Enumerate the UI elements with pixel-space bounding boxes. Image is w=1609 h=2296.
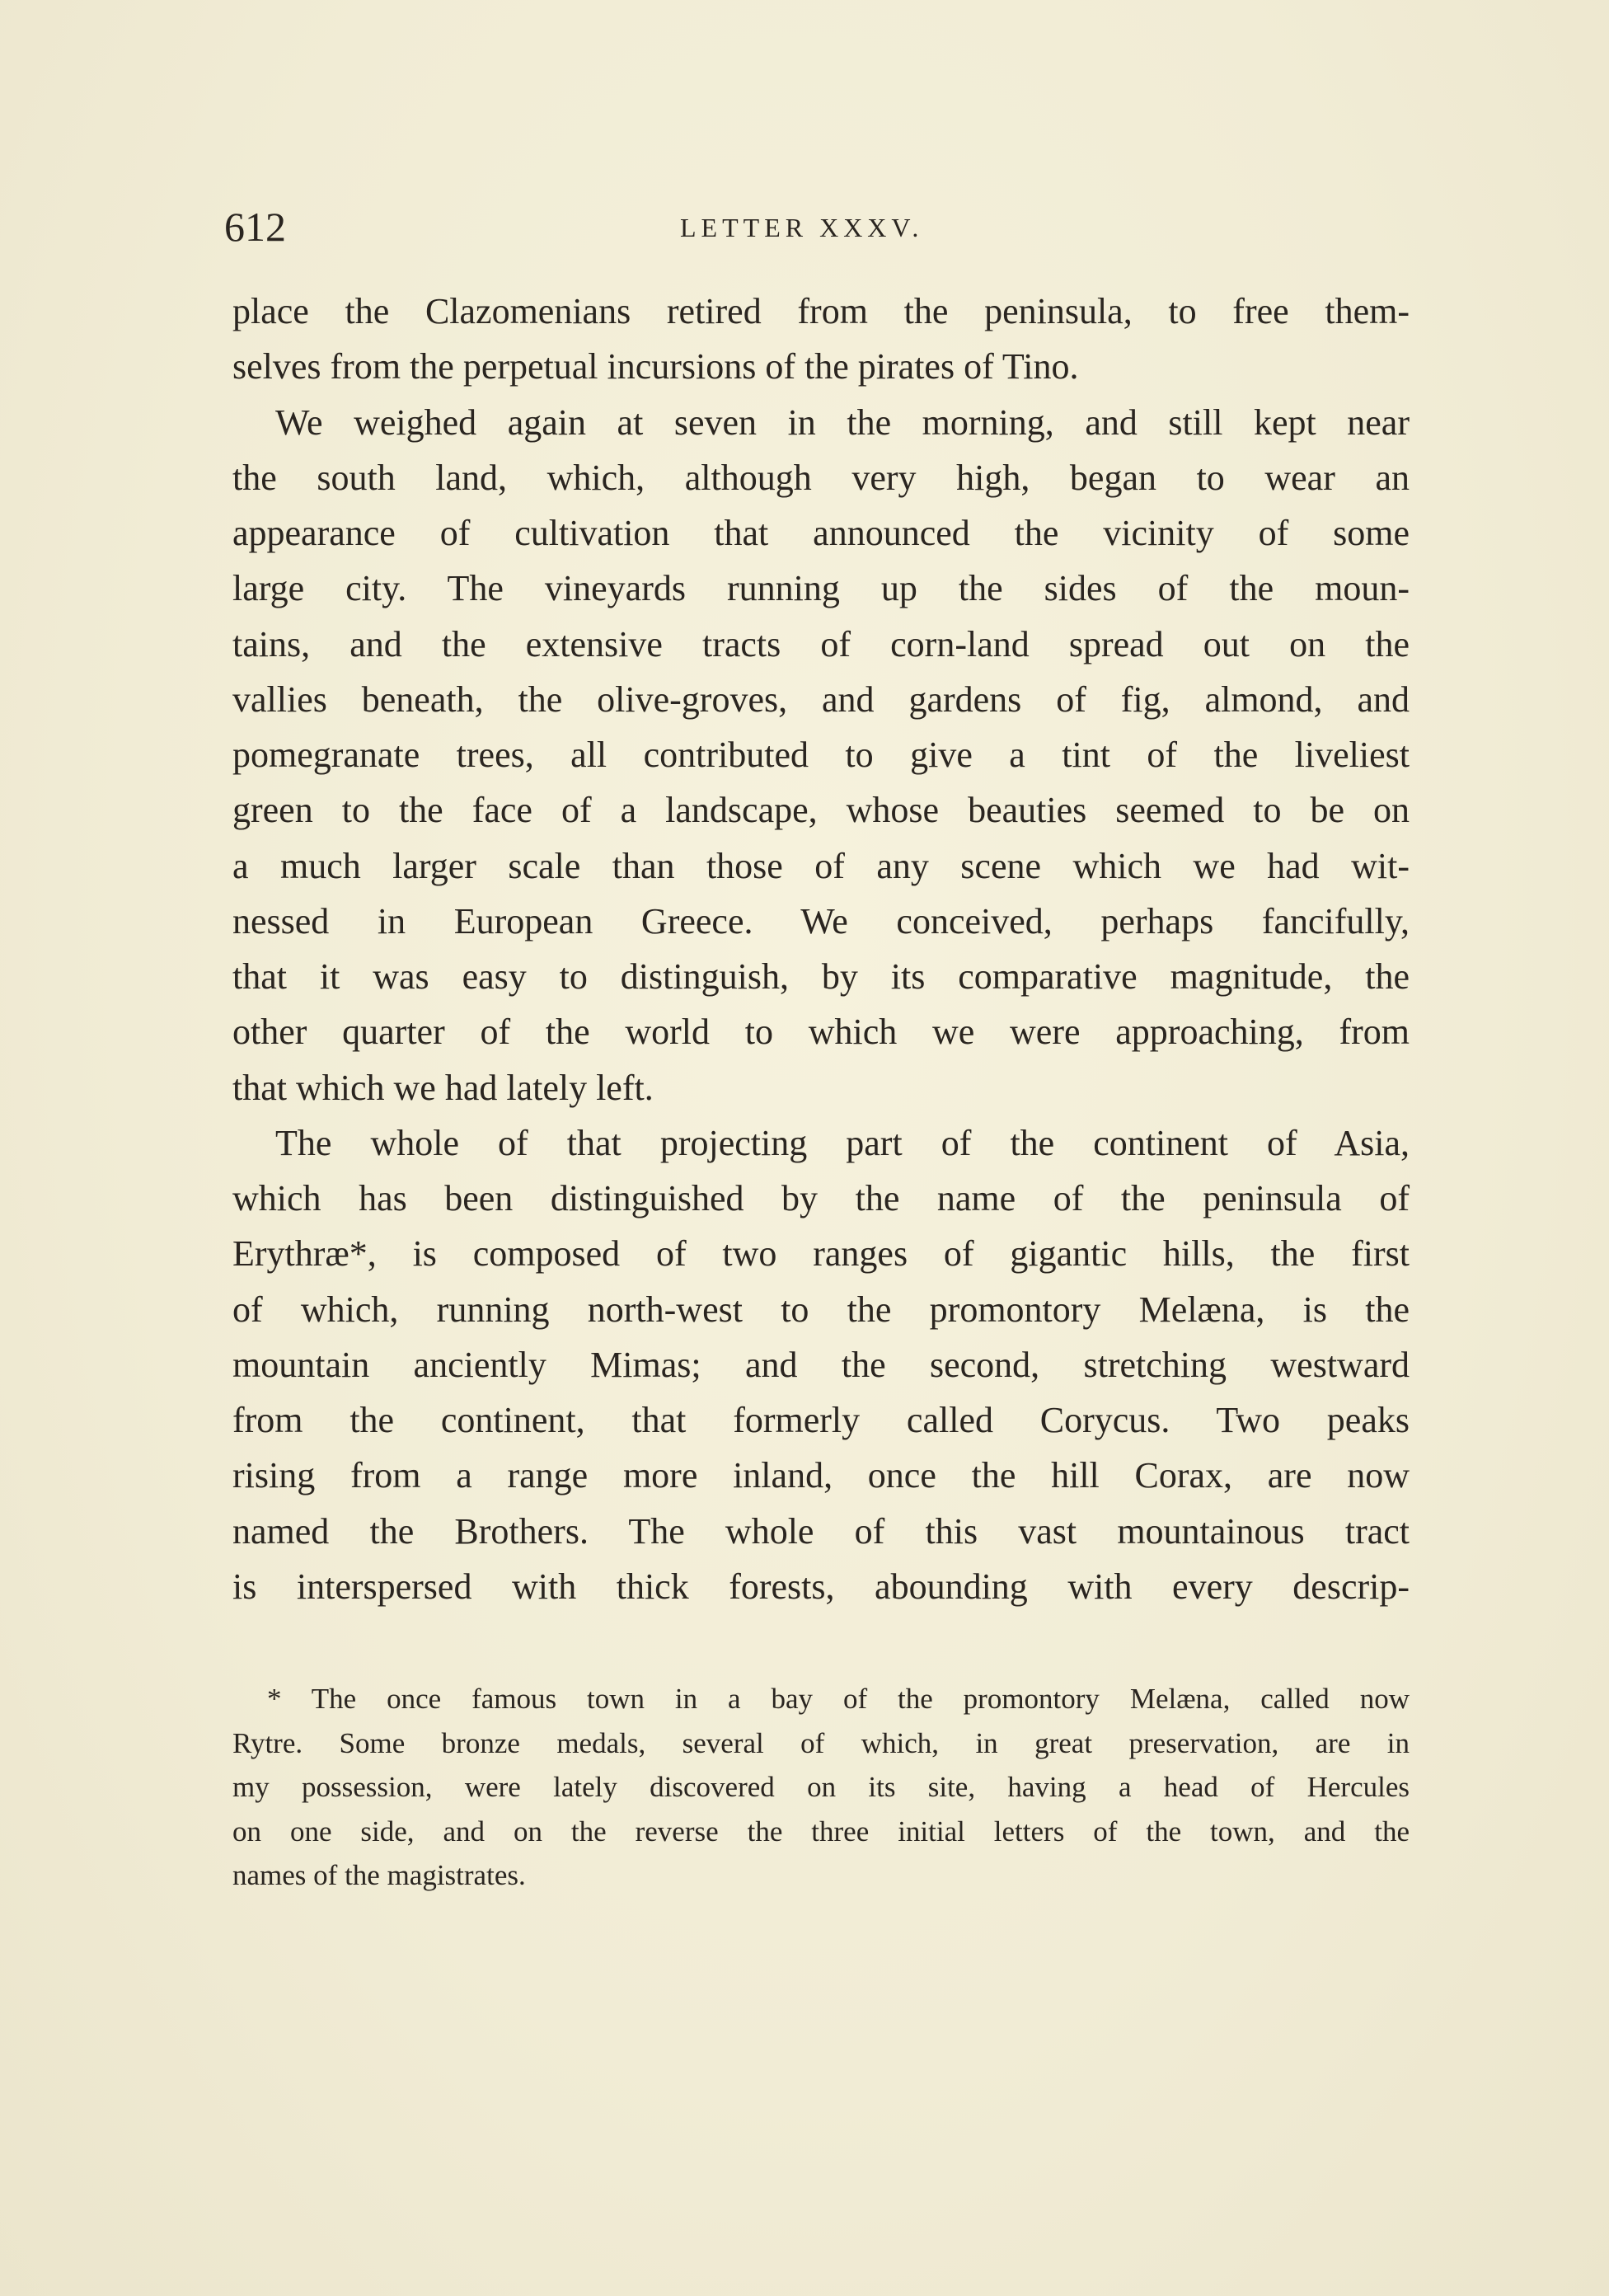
text-line: selves from the perpetual incursions of the pirates of Tino. <box>232 346 1079 387</box>
text-line: that which we had lately left. <box>232 1067 654 1108</box>
text-line: other quarter of the world to which we were approaching, from <box>232 1012 1410 1053</box>
text-line: rising from a range more inland, once the hill Corax, are now <box>232 1455 1410 1496</box>
text-line: vallies beneath, the olive-groves, and gardens of fig, almond, and <box>232 678 1410 720</box>
footnote-line: names of the magistrates. <box>232 1859 526 1891</box>
running-title: LETTER XXXV. <box>680 213 924 242</box>
text-line: large city. The vineyards running up the sides of the moun- <box>232 568 1410 609</box>
text-line: nessed in European Greece. We conceived, perhaps fancifully, <box>232 900 1410 941</box>
text-line: green to the face of a landscape, whose beauties seemed to be on <box>232 790 1410 831</box>
text-line: which has been distinguished by the name of the peninsula of <box>232 1178 1410 1218</box>
text-line: The whole of that projecting part of the continent of Asia, <box>275 1122 1410 1163</box>
text-line: tains, and the extensive tracts of corn-land spread out on the <box>232 623 1410 664</box>
text-line: is interspersed with thick forests, abounding with every descrip- <box>232 1566 1410 1607</box>
footnote <box>232 1677 1410 1898</box>
text-line: appearance of cultivation that announced the vicinity of some <box>232 513 1410 553</box>
text-line: place the Clazomenians retired from the peninsula, to free them- <box>232 291 1410 331</box>
page-number: 612 <box>224 204 286 250</box>
text-line: a much larger scale than those of any scene which we had wit- <box>232 845 1410 886</box>
footnote-line: my possession, were lately discovered on its site, having a head of Hercules <box>232 1771 1410 1803</box>
text-line: the south land, which, although very high, began to wear an <box>232 457 1410 498</box>
footnote-line: * The once famous town in a bay of the promontory Melæna, called now <box>267 1683 1410 1715</box>
running-head <box>224 198 1411 256</box>
text-line: that it was easy to distinguish, by its comparative magnitude, the <box>232 956 1410 997</box>
footnote-line: Rytre. Some bronze medals, several of which, in great preservation, are in <box>232 1726 1410 1759</box>
footnote-line: on one side, and on the reverse the three initial letters of the town, and the <box>232 1815 1410 1848</box>
text-line: Erythræ*, is composed of two ranges of gigantic hills, the first <box>232 1233 1410 1275</box>
body-text <box>232 284 1410 1614</box>
text-line: We weighed again at seven in the morning, and still kept near <box>275 401 1410 443</box>
text-line: from the continent, that formerly called Corycus. Two peaks <box>232 1400 1410 1440</box>
text-line: pomegranate trees, all contributed to give a tint of the liveliest <box>232 735 1410 775</box>
text-line: named the Brothers. The whole of this vast mountainous tract <box>232 1510 1410 1552</box>
text-line: of which, running north-west to the promontory Melæna, is the <box>232 1289 1410 1330</box>
text-line: mountain anciently Mimas; and the second, stretching westward <box>232 1344 1410 1385</box>
